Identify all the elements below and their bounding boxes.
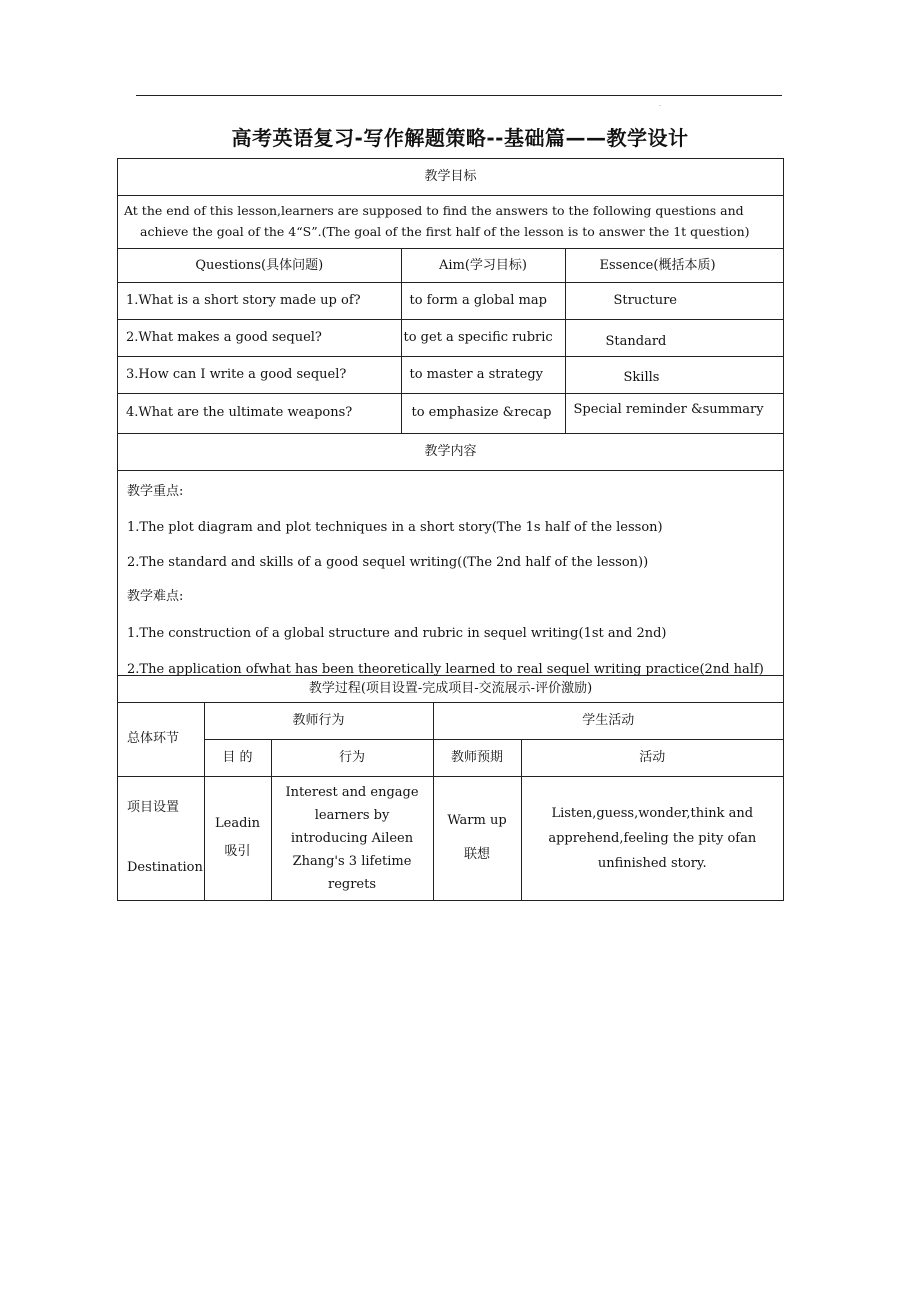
question-cell: 2.What makes a good sequel? (126, 330, 322, 345)
objectives-intro-line-2: achieve the goal of the 4“S”.(The goal of the first half of the lesson is to answer the 1t question) (140, 224, 750, 239)
activity-line: Listen,guess,wonder,think and (551, 805, 754, 821)
table-row (118, 776, 783, 900)
aim-cell: to get a specific rubric (401, 320, 565, 357)
content-section (117, 434, 784, 676)
expectation-header: 教师预期 (433, 739, 521, 776)
header-rule (136, 95, 782, 96)
essence-cell: Structure (565, 283, 783, 320)
activity-header: 活动 (521, 739, 783, 776)
behavior-line: introducing Aileen (290, 830, 414, 846)
activity-line: unfinished story. (597, 855, 707, 871)
essence-cell: Standard (565, 320, 783, 357)
activity-cell (521, 776, 783, 900)
key-point: 2.The standard and skills of a good sequel writing((The 2nd half of the lesson)) (127, 554, 649, 570)
table-row (118, 357, 783, 394)
key-points-label: 教学重点: (127, 483, 184, 499)
essence-cell: Special reminder &summary (565, 394, 783, 433)
expectation-en: Warm up (447, 813, 507, 828)
purpose-header: 目 的 (204, 739, 271, 776)
content-heading: 教学内容 (424, 443, 477, 459)
question-cell: 4.What are the ultimate weapons? (126, 405, 353, 421)
objectives-intro (118, 195, 783, 248)
lesson-plan (117, 158, 784, 901)
behavior-header: 行为 (271, 739, 433, 776)
aim-column-header: Aim(学习目标) (401, 249, 565, 283)
purpose-cell (204, 776, 271, 900)
header-dot: . (659, 101, 661, 108)
aim-cell: to emphasize &recap (401, 394, 565, 433)
document-title: 高考英语复习-写作解题策略--基础篇——教学设计 (231, 126, 689, 150)
objectives-table (118, 248, 783, 433)
behavior-line: regrets (327, 876, 377, 892)
process-section (117, 676, 784, 901)
essence-cell: Skills (565, 357, 783, 394)
behavior-line: Zhang's 3 lifetime (292, 853, 412, 869)
stage-cn: 项目设置 (127, 800, 180, 815)
question-cell: 1.What is a short story made up of? (126, 293, 361, 308)
expectation-cell (433, 776, 521, 900)
difficult-point: 1.The construction of a global structure and rubric in sequel writing(1st and 2nd) (127, 625, 667, 641)
key-point: 1.The plot diagram and plot techniques in a short story(The 1s half of the lesson) (127, 519, 663, 535)
table-row (118, 283, 783, 320)
behavior-line: Interest and engage (285, 784, 419, 800)
objectives-section (117, 158, 784, 434)
stage-en: Destination (127, 860, 203, 875)
objectives-intro-line-1: At the end of this lesson,learners are supposed to find the answers to the following questions and (124, 203, 744, 218)
stage-header: 总体环节 (127, 731, 180, 746)
behavior-cell (271, 776, 433, 900)
behavior-line: learners by (314, 807, 390, 823)
objectives-header-row (118, 249, 783, 283)
process-subheader-row (118, 739, 783, 776)
student-activity-header: 学生活动 (433, 702, 783, 739)
process-table (118, 702, 783, 900)
aim-cell: to form a global map (401, 283, 565, 320)
question-cell: 3.How can I write a good sequel? (126, 367, 347, 382)
expectation-cn: 联想 (464, 847, 491, 862)
process-header-row (118, 702, 783, 739)
aim-cell: to master a strategy (401, 357, 565, 394)
difficult-point: 2.The application ofwhat has been theoretically learned to real sequel writing practice(2nd half) (127, 661, 764, 677)
difficult-points-label: 教学难点: (127, 588, 184, 604)
activity-line: apprehend,feeling the pity ofan (548, 830, 757, 846)
table-row (118, 394, 783, 433)
table-row (118, 320, 783, 357)
objectives-heading: 教学目标 (424, 169, 477, 184)
essence-column-header: Essence(概括本质) (565, 249, 783, 283)
stage-cell (118, 776, 204, 900)
purpose-en: Leadin (215, 816, 260, 831)
purpose-cn: 吸引 (224, 844, 251, 859)
content-body (118, 470, 783, 675)
process-heading: 教学过程(项目设置-完成项目-交流展示-评价激励) (308, 680, 593, 696)
questions-column-header: Questions(具体问题) (195, 257, 324, 273)
teacher-behavior-header: 教师行为 (204, 702, 433, 739)
